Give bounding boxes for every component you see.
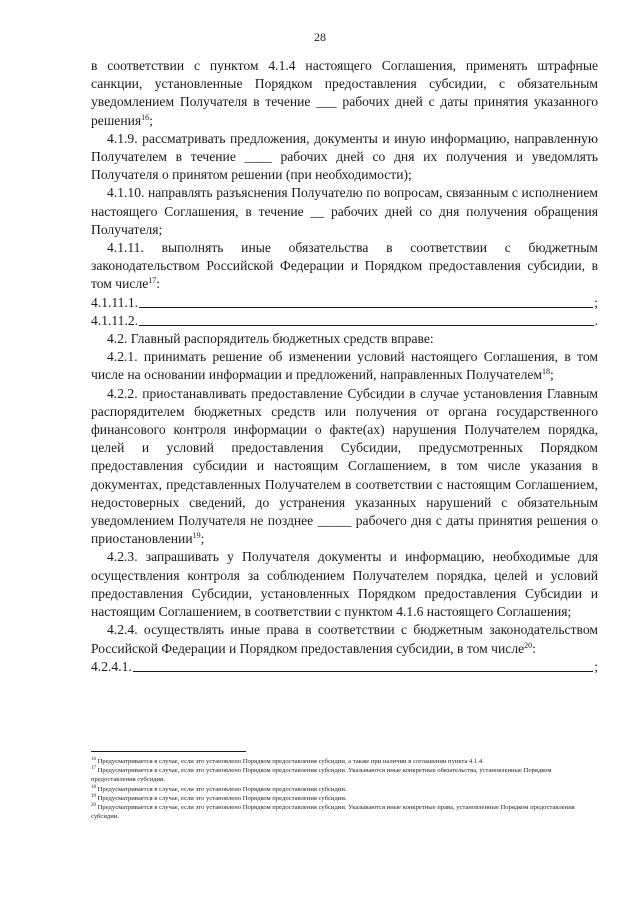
footnote-separator <box>91 751 246 752</box>
page-number: 28 <box>314 30 326 44</box>
paragraph-4-1-10: 4.1.10. направлять разъяснения Получателю по вопросам, связанным с исполнением настоящего Соглашения, в течение __ рабочих дней со дня получения обращения Получателя; <box>91 185 598 237</box>
footnote-ref: 20 <box>524 640 533 650</box>
footnotes <box>91 757 596 821</box>
blank-line <box>139 307 593 308</box>
paragraph-4-2-2: 4.2.2. приостанавливать предоставление Субсидии в случае установления Главным распорядителем бюджетных средств или получения от органа государственного финансового контроля информации о факте(ах) нарушения Получателем порядка, целей и условий предоставления Субсидии, предусмотренных Порядком предоставления субсидии и настоящим Соглашением, в том числе указания в документах, представленных Получателем в соответствии с настоящим Соглашением, недостоверных сведений, до устранения указанных нарушений с обязательным уведомлением Получателя не позднее _____ рабочего дня с даты принятия решения о приостановлении$^{19}$; <box>91 385 598 547</box>
fill-line-4-1-11-2: 4.1.11.2. . <box>91 312 598 328</box>
paragraph-4-2-4: 4.2.4. осуществлять иные права в соответствии с бюджетным законодательством Российской Федерации и Порядком предоставления субсидии, в том числе$^{20}$: <box>91 622 598 656</box>
paragraph-4-2-3: 4.2.3. запрашивать у Получателя документы и информацию, необходимые для осуществления контроля за соблюдением Получателем порядка, целей и условий предоставления Субсидии, установленных Порядком предоставления Субсидии и настоящим Соглашением, в соответствии с пунктом 4.1.6 настоящего Соглашения; <box>91 549 598 620</box>
blank-line <box>139 325 594 326</box>
footnote: $^{20}$ Предусматривается в случае, если это установлено Порядком предоставления субсидии. Указываются иные конкретные права, установленные Порядком предоставления субсидии. <box>91 803 575 821</box>
footnote: $^{18}$ Предусматривается в случае, если это установлено Порядком предоставления субсидии. <box>91 784 347 793</box>
footnote-ref: 17 <box>148 276 157 286</box>
footnote: $^{17}$ Предусматривается в случае, если это установлено Порядком предоставления субсидии. Указываются иные конкретные обязательства, установленные Порядком предоставления субсидии. <box>91 766 552 784</box>
fill-line-4-1-11-1: 4.1.11.1. ; <box>91 294 598 310</box>
footnote-ref: 16 <box>141 112 150 122</box>
paragraph-4-2: 4.2. Главный распорядитель бюджетных средств вправе: <box>107 331 434 347</box>
paragraph-4-1-11: 4.1.11. выполнять иные обязательства в соответствии с бюджетным законодательством Российской Федерации и Порядком предоставления субсидии, в том числе$^{17}$: <box>91 240 598 292</box>
footnote-ref: 19 <box>192 531 201 541</box>
paragraph-4-1-9: 4.1.9. рассматривать предложения, документы и иную информацию, направленную Получателем в течение ____ рабочих дней со дня их получения и уведомлять Получателя о принятом решении (при необходимости); <box>91 130 598 183</box>
fill-line-4-2-4-1: 4.2.4.1. ; <box>91 658 598 674</box>
footnote-ref: 18 <box>542 367 551 377</box>
document-body <box>91 57 598 676</box>
blank-line <box>133 671 593 672</box>
paragraph-4-2-1: 4.2.1. принимать решение об изменении условий настоящего Соглашения, в том числе на основании информации и предложений, направленных Получателем$^{18}$; <box>91 349 598 383</box>
paragraph-continuation: в соответствии с пунктом 4.1.4 настоящего Соглашения, применять штрафные санкции, установленные Порядком предоставления субсидии, с обязательным уведомлением Получателя в течение ___ рабочих дней с даты принятия указанного решения$^{16}$; <box>91 58 598 128</box>
footnote: $^{19}$ Предусматривается в случае, если это установлено Порядком предоставления субсидии. <box>91 793 347 802</box>
footnote: $^{16}$ Предусматривается в случае, если это установлено Порядком предоставления субсидии, а также при наличии в соглашении пункта 4.1.4. <box>91 757 484 765</box>
